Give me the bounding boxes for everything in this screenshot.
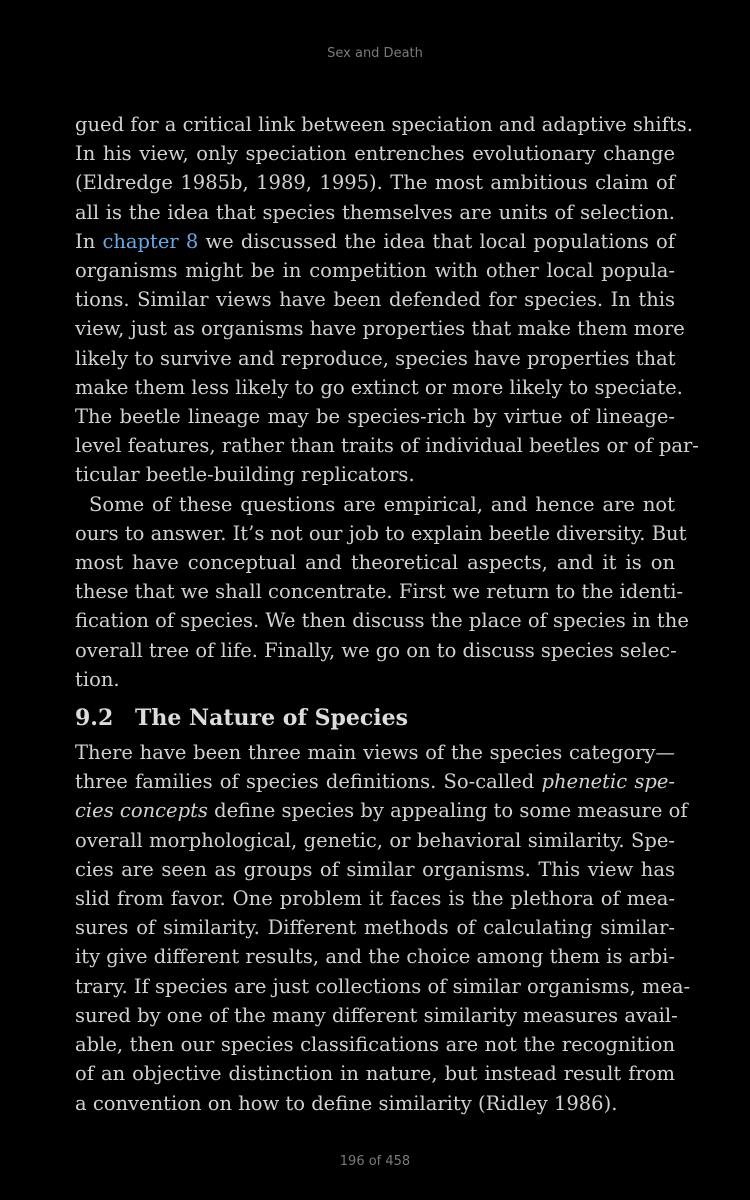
text-line: There have been three main views of the species category— [75,741,675,765]
text-line: In his view, only speciation entrenches evolutionary change [75,142,675,166]
text-line [75,227,675,256]
text-line: level features, rather than traits of individual beetles or of par- [75,434,699,458]
paragraph-1 [75,110,699,490]
section-number: 9.2 [75,705,114,732]
chapter-8-link[interactable]: chapter 8 [102,229,199,253]
text-line: sured by one of the many different similarity measures avail- [75,1003,678,1027]
text-fragment: In [75,229,96,253]
text-line: a convention on how to define similarity (Ridley 1986). [75,1091,618,1115]
text-line: tions. Similar views have been defended for species. In this [75,288,675,312]
text-line: these that we shall concentrate. First we return to the identi- [75,580,684,604]
text-line: tion. [75,667,120,691]
italic-term: phenetic spe- [541,770,675,794]
text-line: overall tree of life. Finally, we go on to discuss species selec- [75,638,677,662]
text-line [75,796,688,825]
section-heading [75,702,675,734]
text-line [75,767,675,796]
text-line: able, then our species classifications are not the recognition [75,1033,675,1057]
text-line: overall morphological, genetic, or behavioral similarity. Spe- [75,828,675,852]
text-line: most have conceptual and theoretical aspects, and it is on [75,551,675,575]
paragraph-3 [75,738,691,1118]
text-line: likely to survive and reproduce, species have properties that [75,346,676,370]
running-header: Sex and Death [327,46,423,61]
text-line: cies are seen as groups of similar organisms. This view has [75,857,675,881]
page-content [75,110,699,1118]
text-line: ours to answer. It’s not our job to explain beetle diversity. But [75,521,687,545]
text-line: trary. If species are just collections of similar organisms, mea- [75,974,691,998]
text-line: ticular beetle-building replicators. [75,463,415,487]
text-fragment: define species by appealing to some measure of [214,799,688,823]
text-fragment: we discussed the idea that local populations of [205,229,675,253]
text-line: (Eldredge 1985b, 1989, 1995). The most ambitious claim of [75,171,675,195]
text-line: fication of species. We then discuss the place of species in the [75,609,689,633]
section-title: The Nature of Species [135,705,408,732]
text-line: all is the idea that species themselves are units of selection. [75,200,675,224]
text-line: organisms might be in competition with other local popula- [75,259,675,283]
italic-term: cies concepts [75,799,208,823]
text-line: make them less likely to go extinct or more likely to speciate. [75,375,683,399]
text-line: gued for a critical link between speciation and adaptive shifts. [75,113,693,136]
paragraph-2 [75,490,689,694]
text-line: view, just as organisms have properties that make them more [75,317,685,341]
text-line: Some of these questions are empirical, and hence are not [89,492,675,516]
text-line: of an objective distinction in nature, but instead result from [75,1062,675,1086]
text-line: ity give different results, and the choice among them is arbi- [75,945,675,969]
text-line: The beetle lineage may be species-rich by virtue of lineage- [75,405,675,429]
text-line: slid from favor. One problem it faces is the plethora of mea- [75,887,675,911]
text-line: sures of similarity. Different methods of calculating similar- [75,916,675,940]
page-indicator: 196 of 458 [339,1154,411,1169]
text-fragment: three families of species definitions. So-called [75,770,535,794]
